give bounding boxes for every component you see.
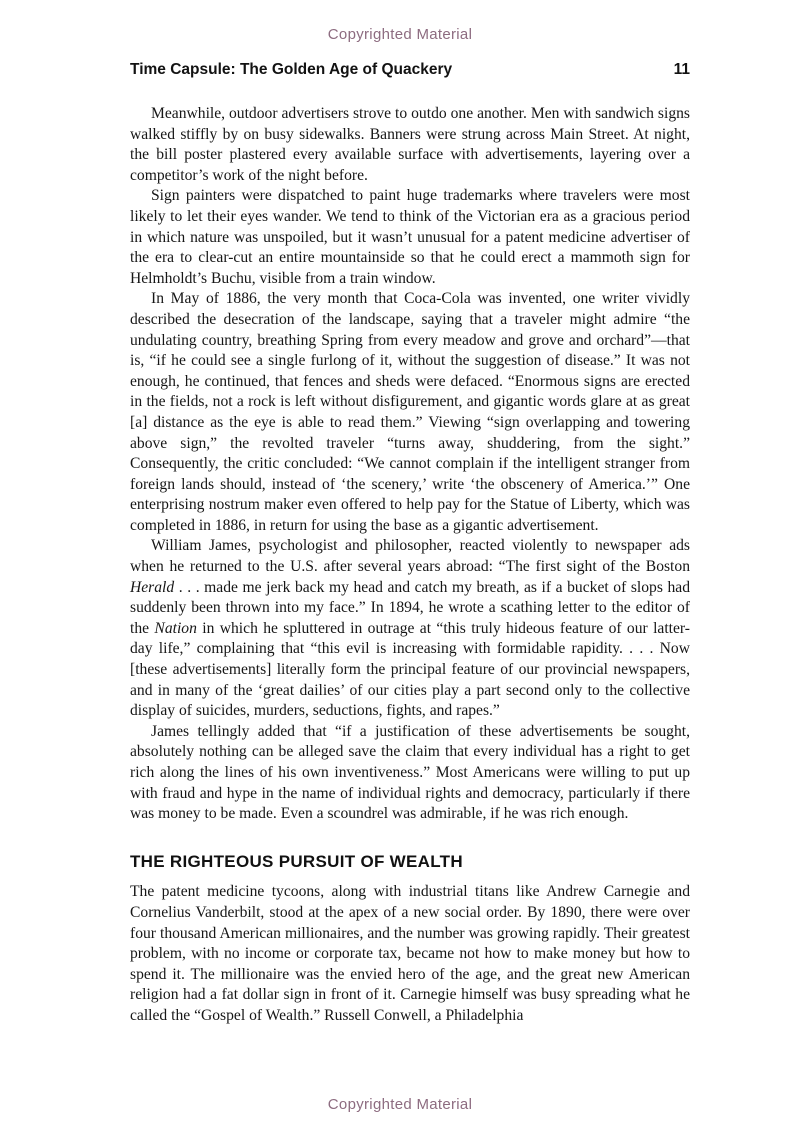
text-segment: The patent medicine tycoons, along with industrial titans like Andrew Carnegie and Cornelius Vanderbilt, stood at the apex of a new social order. By 1890, there were over four thousand American millionaires, and the number was growing rapidly. Their greatest problem, with no income or corporate tax, became not how to make money but how to spend it. The millionaire was the envied hero of the age, and the great new American religion had a fat dollar sign in front of it. Carnegie himself was busy spreading what he called the “Gospel of Wealth.” Russell Conwell, a Philadelphia xyxy=(130,883,690,1024)
text-segment: William James, psychologist and philosopher, reacted violently to newspaper ads when he returned to the U.S. after several years abroad: “The first sight of the Boston xyxy=(130,537,690,576)
paragraph xyxy=(130,882,690,1026)
paragraph xyxy=(130,289,690,536)
paragraph xyxy=(130,536,690,721)
paragraph xyxy=(130,186,690,289)
copyright-watermark-bottom: Copyrighted Material xyxy=(327,1096,473,1113)
italic-text-segment: Herald xyxy=(130,578,175,596)
running-head-title: Time Capsule: The Golden Age of Quackery xyxy=(130,61,453,78)
text-segment: . . . made me jerk back my head and catch my breath, as if a bucket of slops had suddenly been thrown into my face.” In 1894, he wrote a scathing letter to the editor of the xyxy=(130,578,690,637)
running-head xyxy=(130,61,690,79)
page-number: 11 xyxy=(673,61,690,78)
text-segment: James tellingly added that “if a justification of these advertisements be sought, absolutely nothing can be alleged save the claim that every individual has a right to get rich along the lines of his own inventiveness.” Most Americans were willing to put up with fraud and hype in the name of individual rights and democracy, particularly if there was money to be made. Even a scoundrel was admirable, if he was rich enough. xyxy=(130,722,690,823)
section-heading: THE RIGHTEOUS PURSUIT OF WEALTH xyxy=(130,851,463,871)
italic-text-segment: Nation xyxy=(154,619,197,637)
copyright-watermark-top: Copyrighted Material xyxy=(327,26,473,43)
text-segment: in which he spluttered in outrage at “this truly hideous feature of our latter-day life,” complaining that “this evil is increasing with formidable rapidity. . . . Now [these advertisements] literally form the principal feature of our provincial newspapers, and in many of the ‘great dailies’ of our cities play a part second only to the collective display of suicides, murders, seductions, fights, and rapes.” xyxy=(130,619,690,720)
paragraph xyxy=(130,722,690,825)
text-segment: Meanwhile, outdoor advertisers strove to outdo one another. Men with sandwich signs walked stiffly by on busy sidewalks. Banners were strung across Main Street. At night, the bill poster plastered every available surface with advertisements, layering over a competitor’s work of the night before. xyxy=(130,105,690,184)
body-content xyxy=(130,104,690,1027)
text-segment: Sign painters were dispatched to paint huge trademarks where travelers were most likely to let their eyes wander. We tend to think of the Victorian era as a gracious period in which nature was unspoiled, but it wasn’t unusual for a patent medicine advertiser of the era to clear-cut an entire mountainside so that he could erect a mammoth sign for Helmholdt’s Buchu, visible from a train window. xyxy=(130,187,690,287)
text-segment: In May of 1886, the very month that Coca-Cola was invented, one writer vividly described the desecration of the landscape, saying that a traveler might admire “the undulating country, breathing Spring from every meadow and grove and orchard”—that is, “if he could see a single furlong of it, without the suggestion of disease.” It was not enough, he continued, that fences and sheds were defaced. “Enormous signs are erected in the fields, not a rock is left without disfigurement, and gigantic words glare at as great [a] distance as the eye is able to read them.” Viewing “sign overlapping and towering above sign,” the revolted traveler “turns away, shuddering, from the sight.” Consequently, the critic concluded: “We cannot complain if the intelligent stranger from foreign lands should, instead of ‘the scenery,’ write ‘the obscenery of America.’” One enterprising nostrum maker even offered to help pay for the Statue of Liberty, which was completed in 1886, in return for using the base as a gigantic advertisement. xyxy=(130,290,690,534)
paragraph xyxy=(130,104,690,186)
